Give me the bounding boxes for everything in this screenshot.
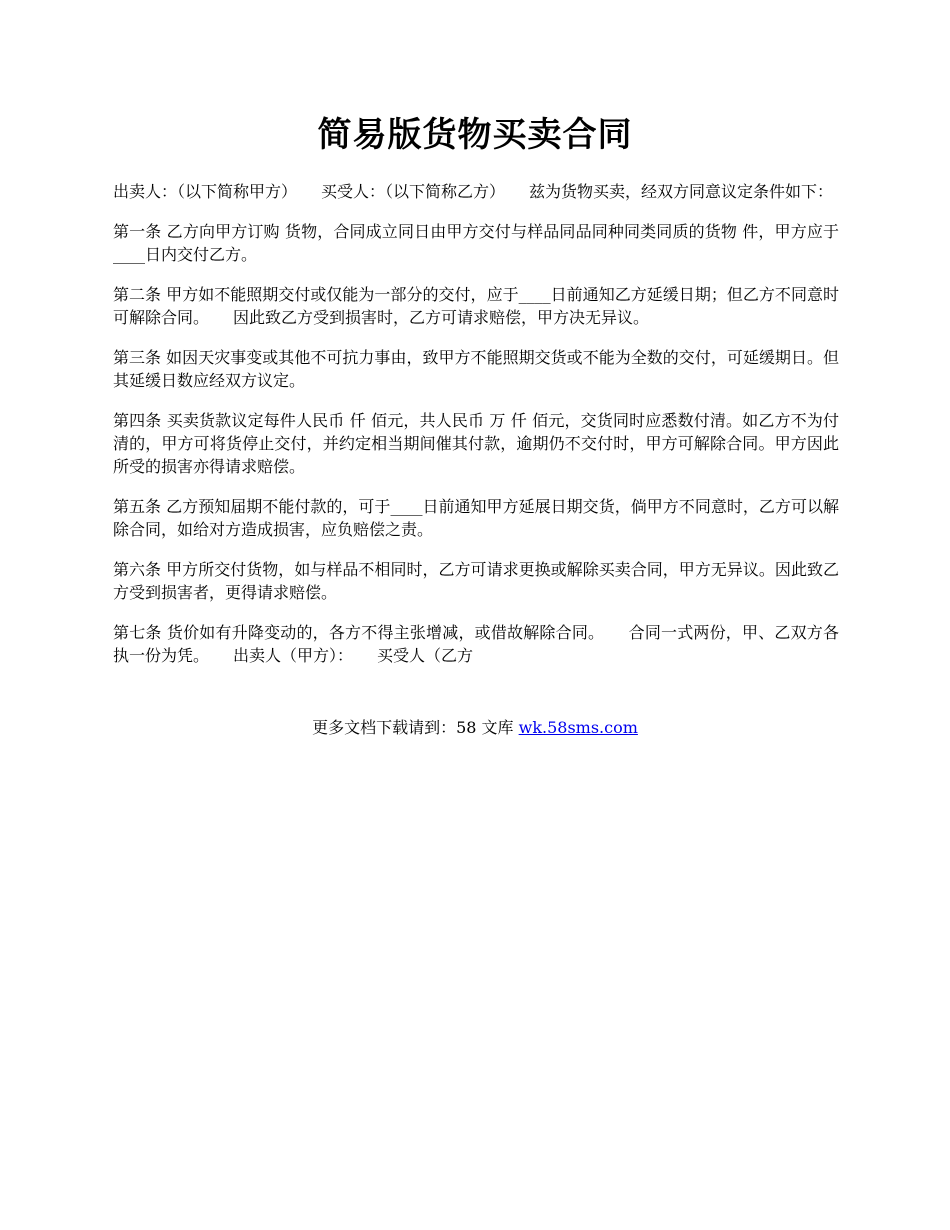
paragraph-text: 第六条 甲方所交付货物，如与样品不相同时，乙方可请求更换或解除买卖合同，甲方无异议。因此致乙方受到损害者，更得请求赔偿。 (113, 560, 839, 602)
paragraph-text: 第四条 买卖货款议定每件人民币 仟 佰元，共人民币 万 仟 佰元，交货同时应悉数付清。如乙方不为付清的，甲方可将货停止交付，并约定相当期间催其付款，逾期仍不交付时，甲方可解除合同。甲方因此所受的损害亦得请求赔偿。 (113, 411, 839, 476)
paragraph-parties (113, 180, 839, 203)
paragraph-text: 第二条 甲方如不能照期交付或仅能为一部分的交付，应于____日前通知乙方延缓日期；但乙方不同意时可解除合同。 因此致乙方受到损害时，乙方可请求赔偿，甲方决无异议。 (113, 285, 839, 327)
paragraph-article-3 (113, 346, 839, 392)
paragraph-text: 第七条 货价如有升降变动的，各方不得主张增减，或借故解除合同。 合同一式两份，甲、乙双方各执一份为凭。 出卖人（甲方）： 买受人（乙方 (113, 623, 839, 665)
download-footer (0, 716, 950, 739)
contract-body (113, 180, 839, 684)
paragraph-article-2 (113, 283, 839, 329)
paragraph-text: 第一条 乙方向甲方订购 货物，合同成立同日由甲方交付与样品同品同种同类同质的货物 件，甲方应于____日内交付乙方。 (113, 222, 839, 264)
paragraph-text: 第三条 如因天灾事变或其他不可抗力事由，致甲方不能照期交货或不能为全数的交付，可延缓期日。但其延缓日数应经双方议定。 (113, 348, 839, 390)
paragraph-text: 出卖人：（以下简称甲方） 买受人：（以下简称乙方） 兹为货物买卖，经双方同意议定条件如下： (113, 182, 834, 201)
paragraph-article-7 (113, 621, 839, 667)
paragraph-article-6 (113, 558, 839, 604)
document-title: 简易版货物买卖合同 (317, 115, 633, 155)
footer-link[interactable]: wk.58sms.com (518, 718, 638, 737)
footer-prefix: 更多文档下载请到：58 文库 (312, 718, 519, 737)
paragraph-text: 第五条 乙方预知届期不能付款的，可于____日前通知甲方延展日期交货，倘甲方不同意时，乙方可以解除合同，如给对方造成损害，应负赔偿之责。 (113, 497, 839, 539)
paragraph-article-1 (113, 220, 839, 266)
paragraph-article-4 (113, 409, 839, 478)
paragraph-article-5 (113, 495, 839, 541)
